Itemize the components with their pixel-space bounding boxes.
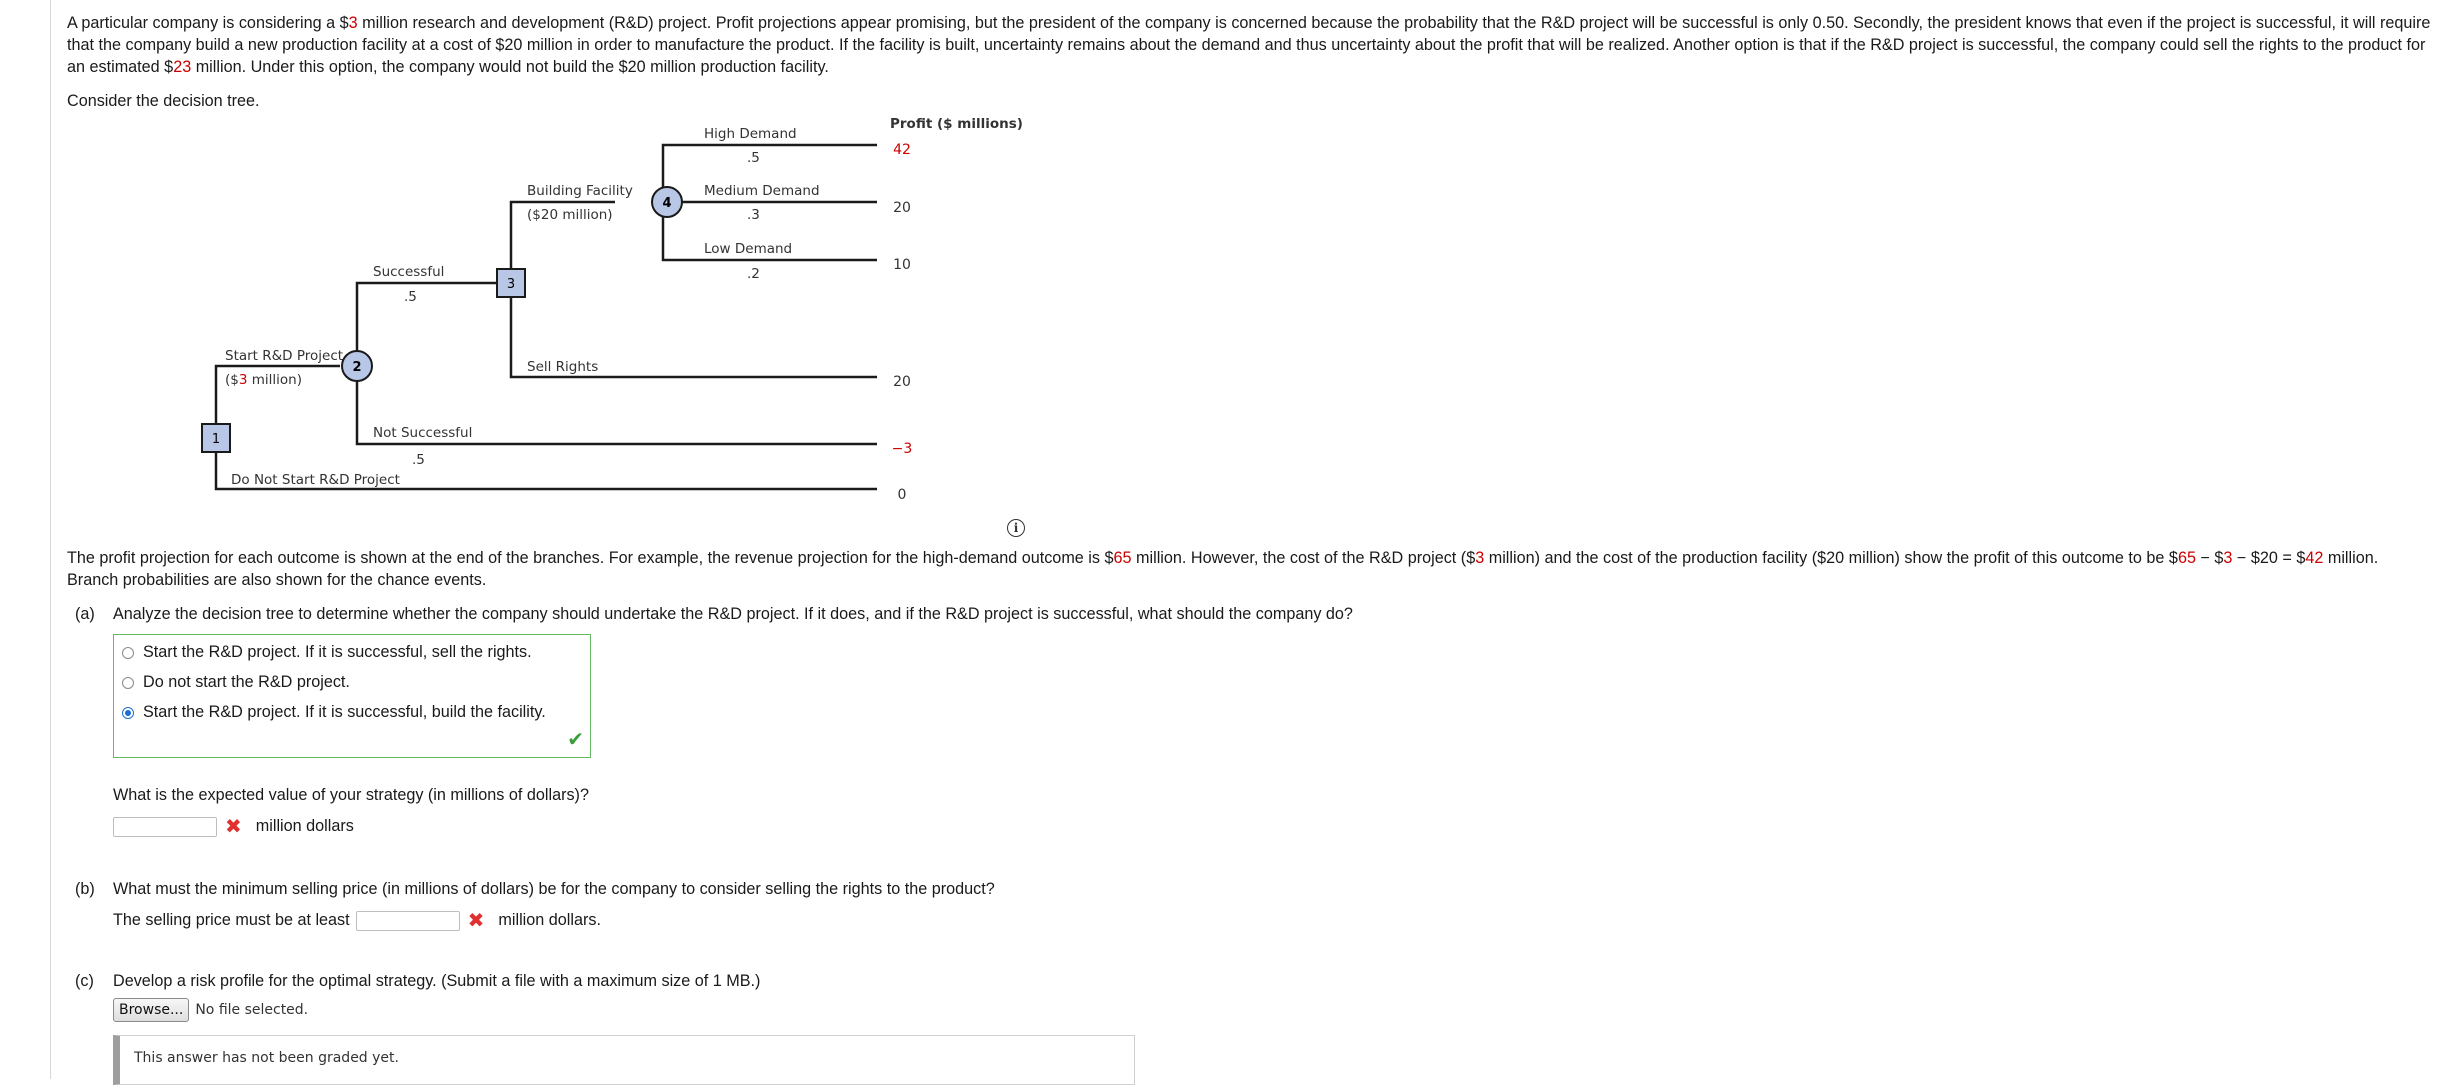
incorrect-x-icon: ✖ — [467, 910, 485, 932]
successful-prob: .5 — [404, 289, 417, 305]
medium-prob: .3 — [747, 207, 760, 223]
grade-status-box — [113, 1035, 1135, 1085]
outcome-paragraph: The profit projection for each outcome is shown at the end of the branches. For example, the revenue projection for the high-demand outcome is $65 million. However, the cost of the R&D project ($3 million) and the cost of the production facility ($20 million) show the profit of this outcome to be $65 − $3 − $20 = $42 million. Branch probabilities are also shown for the chance events. — [67, 549, 2379, 589]
file-status: No file selected. — [195, 1002, 309, 1018]
question-b — [75, 880, 995, 899]
intro-text-3: million. Under this option, the company would not build the $20 million production facility. — [191, 58, 829, 76]
node-1-label: 1 — [211, 432, 221, 447]
branch-successful — [357, 283, 496, 366]
profit-high: 42 — [893, 142, 911, 158]
question-a-text: Analyze the decision tree to determine whether the company should undertake the R&D project. If it does, and if the R&D project is successful, what should the company do? — [113, 605, 1353, 623]
choice-build-facility-label: Start the R&D project. If it is successful, build the facility. — [143, 703, 546, 721]
high-demand-label: High Demand — [704, 126, 797, 142]
incorrect-x-icon: ✖ — [225, 816, 242, 838]
intro-rd-cost: 3 — [348, 14, 358, 32]
profit-low: 10 — [893, 257, 911, 273]
sell-rights-label: Sell Rights — [527, 359, 599, 375]
sell-suffix: million dollars. — [498, 911, 601, 929]
grade-status-text: This answer has not been graded yet. — [134, 1050, 399, 1066]
node-2-label: 2 — [352, 360, 362, 375]
radio-do-not-start[interactable] — [122, 677, 134, 689]
building-cost-label: ($20 million) — [527, 207, 613, 223]
choice-do-not-start-label: Do not start the R&D project. — [143, 673, 350, 691]
ev-answer-row — [113, 814, 354, 839]
radio-build-facility-selected[interactable] — [122, 707, 134, 719]
choice-do-not-start[interactable] — [122, 673, 350, 692]
question-b-text: What must the minimum selling price (in millions of dollars) be for the company to consider selling the rights to the product? — [113, 880, 995, 898]
decision-tree — [67, 12, 1067, 542]
start-rd-cost-label: ($3 million) — [225, 372, 302, 388]
sell-answer-row — [113, 908, 601, 933]
question-a-label: (a) — [75, 605, 95, 623]
file-upload-row — [113, 998, 308, 1022]
intro-text-1: A particular company is considering a $ — [67, 14, 349, 32]
correct-check-icon: ✔ — [567, 729, 584, 751]
low-prob: .2 — [747, 266, 760, 282]
question-c-text: Develop a risk profile for the optimal strategy. (Submit a file with a maximum size of 1 MB.) — [113, 972, 761, 990]
intro-text-2: million research and development (R&D) project. Profit projections appear promising, but the president of the company is concerned because the probability that the R&D project will be successful is only 0.50. Secondly, the president knows that even if the project is successful, it will require that the company build a new production facility at a cost of $20 million in order to manufacture the product. If the facility is built, uncertainty remains about the demand and thus uncertainty about the profit that will be realized. Another option is that if the R&D project is successful, the company could sell the rights to the product for an estimated $ — [67, 14, 2431, 76]
not-successful-label: Not Successful — [373, 425, 473, 441]
do-not-start-label: Do Not Start R&D Project — [231, 472, 400, 488]
profit-not-successful: −3 — [891, 441, 913, 457]
intro-sell-price: 23 — [173, 58, 192, 76]
info-icon[interactable]: i — [1007, 519, 1025, 537]
profit-header: Profit ($ millions) — [890, 116, 1023, 132]
choice-sell-rights-label: Start the R&D project. If it is successful, sell the rights. — [143, 643, 532, 661]
node-4-label: 4 — [662, 196, 672, 211]
profit-do-not-start: 0 — [897, 487, 907, 503]
building-facility-label: Building Facility — [527, 183, 633, 199]
ev-input[interactable] — [113, 817, 217, 837]
start-rd-label: Start R&D Project — [225, 348, 344, 364]
not-successful-prob: .5 — [412, 452, 425, 468]
low-demand-label: Low Demand — [704, 241, 793, 257]
consider-text: Consider the decision tree. — [67, 92, 260, 110]
radio-sell-rights[interactable] — [122, 647, 134, 659]
sell-prefix: The selling price must be at least — [113, 911, 350, 929]
sell-price-input[interactable] — [356, 911, 460, 931]
profit-medium: 20 — [893, 200, 911, 216]
choice-build-facility[interactable] — [122, 703, 546, 722]
left-border — [50, 0, 51, 1079]
choice-sell-rights[interactable] — [122, 643, 532, 662]
high-prob: .5 — [747, 150, 760, 166]
question-c — [75, 972, 760, 991]
question-b-label: (b) — [75, 880, 95, 898]
question-a — [75, 605, 1353, 624]
profit-sell: 20 — [893, 374, 911, 390]
node-3-label: 3 — [506, 277, 516, 292]
ev-question: What is the expected value of your strategy (in millions of dollars)? — [113, 786, 589, 804]
browse-button[interactable]: Browse... — [113, 998, 189, 1022]
question-c-label: (c) — [75, 972, 94, 990]
question-content — [67, 12, 2437, 1066]
ev-unit: million dollars — [255, 817, 354, 835]
medium-demand-label: Medium Demand — [704, 183, 820, 199]
successful-label: Successful — [373, 264, 445, 280]
answer-choices — [113, 634, 591, 758]
